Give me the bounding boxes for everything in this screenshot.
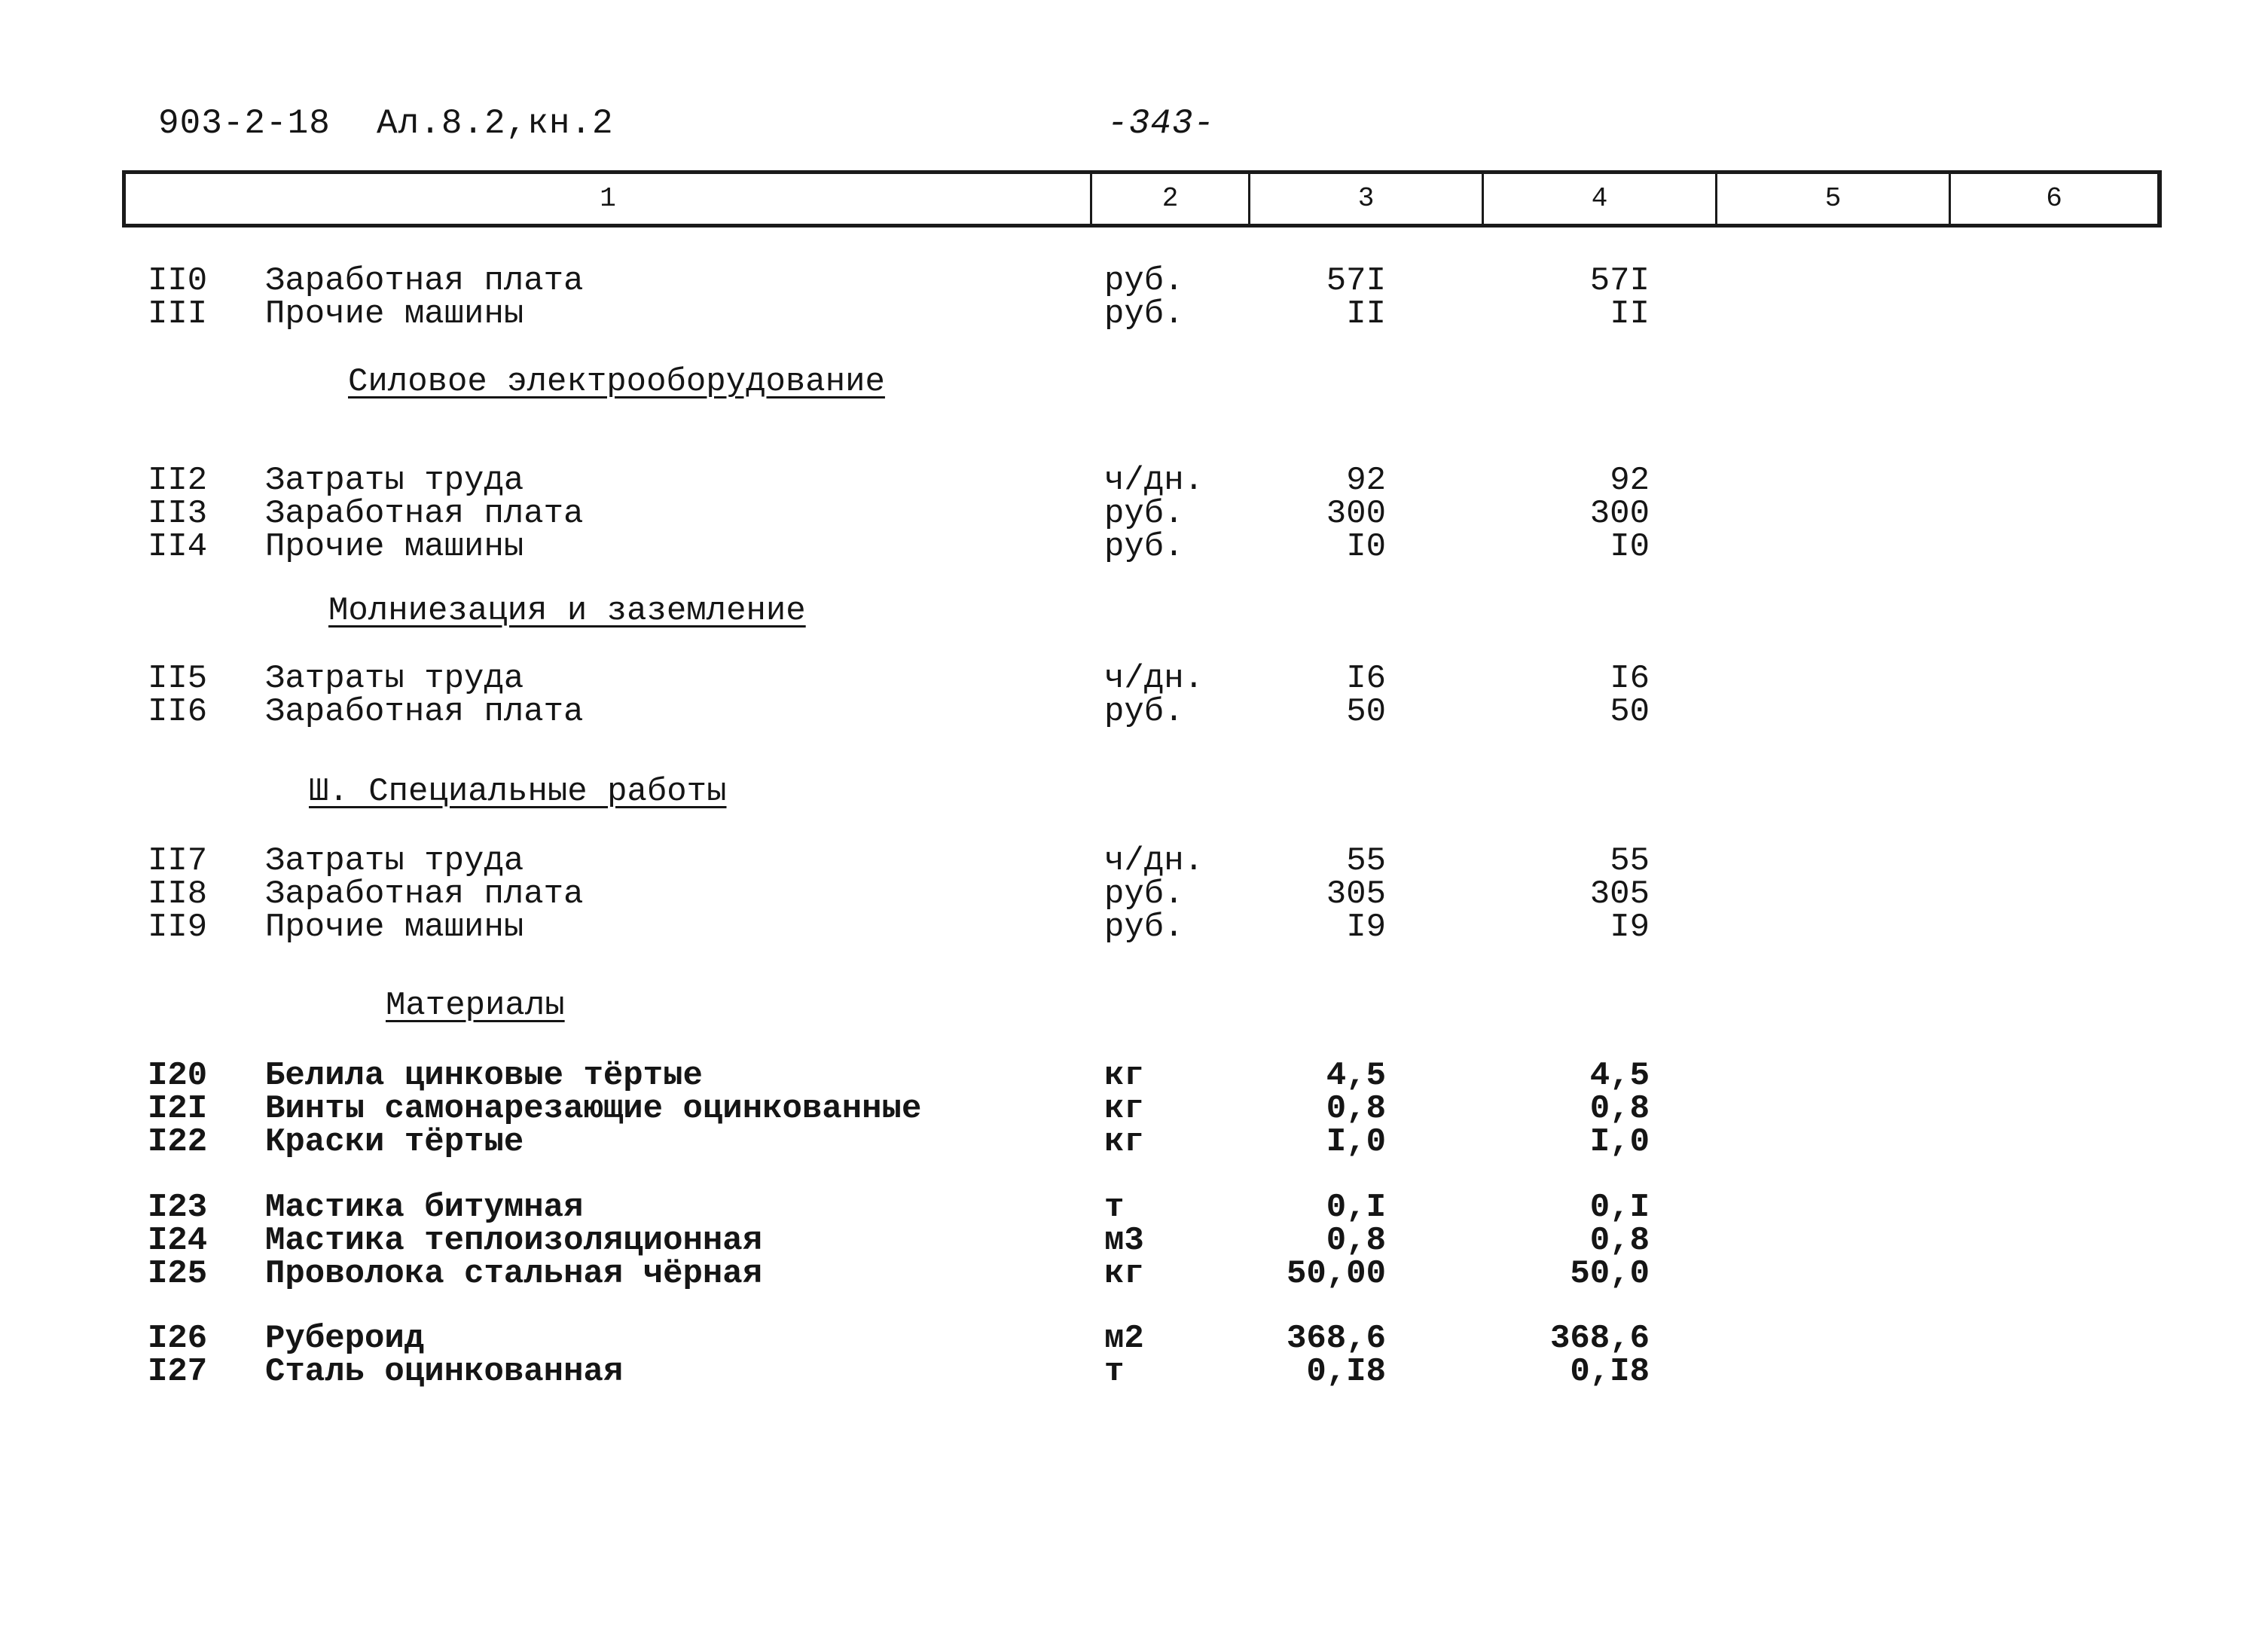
album-reference: Ал.8.2,кн.2: [377, 104, 614, 143]
row-value-col3: 4,5: [1326, 1057, 1386, 1095]
row-value-col3: I6: [1346, 660, 1386, 698]
row-unit: ч/дн.: [1104, 462, 1204, 499]
row-name: Сталь оцинкованная: [265, 1353, 624, 1391]
row-unit: м3: [1104, 1222, 1144, 1260]
row-value-col3: I,0: [1326, 1123, 1386, 1161]
row-unit: т: [1104, 1353, 1125, 1391]
section-heading-lightning: Молниезация и заземление: [328, 592, 806, 630]
row-unit: кг: [1104, 1057, 1144, 1095]
row-name: Проволока стальная чёрная: [265, 1255, 763, 1293]
row-value-col3: 0,8: [1326, 1090, 1386, 1128]
row-unit: ч/дн.: [1104, 660, 1204, 698]
row-value-col4: 305: [1589, 875, 1650, 913]
row-value-col4: 55: [1610, 842, 1650, 880]
row-value-col3: 50,00: [1286, 1255, 1386, 1293]
page-number: -343-: [1107, 104, 1216, 143]
row-value-col3: I0: [1346, 528, 1386, 566]
column-number-3: 3: [1250, 174, 1484, 224]
row-name: Мастика битумная: [265, 1189, 584, 1226]
row-number: I24: [148, 1222, 208, 1260]
row-unit: кг: [1104, 1123, 1144, 1161]
row-value-col4: 4,5: [1589, 1057, 1650, 1095]
row-name: Белила цинковые тёртые: [265, 1057, 703, 1095]
row-unit: т: [1104, 1189, 1125, 1226]
row-unit: руб.: [1104, 909, 1184, 946]
row-unit: руб.: [1104, 262, 1184, 300]
row-name: Краски тёртые: [265, 1123, 524, 1161]
row-name: Заработная плата: [265, 262, 584, 300]
row-number: I23: [148, 1189, 208, 1226]
row-value-col4: I6: [1610, 660, 1650, 698]
column-number-4: 4: [1484, 174, 1717, 224]
row-value-col3: 305: [1326, 875, 1386, 913]
row-value-col4: II: [1610, 295, 1650, 333]
row-value-col4: I0: [1610, 528, 1650, 566]
section-heading-materials: Материалы: [386, 987, 565, 1025]
row-number: II8: [148, 875, 208, 913]
row-value-col3: 57I: [1326, 262, 1386, 300]
row-unit: руб.: [1104, 875, 1184, 913]
row-value-col3: 92: [1346, 462, 1386, 499]
column-number-5: 5: [1717, 174, 1951, 224]
row-name: Прочие машины: [265, 295, 524, 333]
row-name: Прочие машины: [265, 909, 524, 946]
row-number: II9: [148, 909, 208, 946]
section-heading-special-text: Ш. Специальные работы: [309, 773, 727, 811]
row-value-col4: 50: [1610, 693, 1650, 731]
row-number: II3: [148, 495, 208, 533]
row-unit: кг: [1104, 1090, 1144, 1128]
row-number: I22: [148, 1123, 208, 1161]
row-unit: руб.: [1104, 528, 1184, 566]
row-number: II4: [148, 528, 208, 566]
row-number: II7: [148, 842, 208, 880]
row-unit: руб.: [1104, 495, 1184, 533]
section-heading-special: [309, 773, 727, 811]
row-value-col3: II: [1346, 295, 1386, 333]
section-heading-power: Силовое электрооборудование: [348, 363, 885, 401]
column-number-6: 6: [2046, 183, 2062, 214]
row-number: II0: [148, 262, 208, 300]
row-value-col4: 0,I8: [1570, 1353, 1650, 1391]
row-number: I2I: [148, 1090, 208, 1128]
row-name: Затраты труда: [265, 462, 524, 499]
row-number: I20: [148, 1057, 208, 1095]
row-number: III: [148, 295, 208, 333]
row-value-col4: 50,0: [1570, 1255, 1650, 1293]
row-name: Затраты труда: [265, 842, 524, 880]
row-number: II2: [148, 462, 208, 499]
row-value-col4: 368,6: [1549, 1320, 1650, 1357]
row-value-col4: 57I: [1589, 262, 1650, 300]
row-value-col3: 50: [1346, 693, 1386, 731]
row-name: Винты самонарезающие оцинкованные: [265, 1090, 922, 1128]
row-value-col4: I9: [1610, 909, 1650, 946]
row-number: I27: [148, 1353, 208, 1391]
row-value-col3: 0,I8: [1306, 1353, 1386, 1391]
row-name: Прочие машины: [265, 528, 524, 566]
row-name: Затраты труда: [265, 660, 524, 698]
row-value-col3: 55: [1346, 842, 1386, 880]
row-value-col4: 300: [1589, 495, 1650, 533]
row-value-col4: 0,8: [1589, 1090, 1650, 1128]
row-name: Заработная плата: [265, 875, 584, 913]
row-value-col3: 368,6: [1286, 1320, 1386, 1357]
row-value-col4: 0,I: [1589, 1189, 1650, 1226]
row-name: Рубероид: [265, 1320, 425, 1357]
row-unit: руб.: [1104, 295, 1184, 333]
row-name: Заработная плата: [265, 495, 584, 533]
row-value-col3: 0,I: [1326, 1189, 1386, 1226]
row-number: I25: [148, 1255, 208, 1293]
row-value-col4: I,0: [1589, 1123, 1650, 1161]
row-name: Заработная плата: [265, 693, 584, 731]
row-unit: м2: [1104, 1320, 1144, 1357]
row-unit: руб.: [1104, 693, 1184, 731]
column-number-2: 2: [1092, 174, 1250, 224]
row-number: II6: [148, 693, 208, 731]
document-code: 903-2-18: [158, 104, 331, 143]
row-value-col4: 92: [1610, 462, 1650, 499]
row-number: I26: [148, 1320, 208, 1357]
row-value-col3: I9: [1346, 909, 1386, 946]
row-unit: ч/дн.: [1104, 842, 1204, 880]
row-value-col3: 300: [1326, 495, 1386, 533]
row-value-col4: 0,8: [1589, 1222, 1650, 1260]
row-value-col3: 0,8: [1326, 1222, 1386, 1260]
row-number: II5: [148, 660, 208, 698]
row-name: Мастика теплоизоляционная: [265, 1222, 763, 1260]
column-number-header: [122, 170, 2162, 228]
row-unit: кг: [1104, 1255, 1144, 1293]
column-number-1: 1: [126, 174, 1092, 224]
